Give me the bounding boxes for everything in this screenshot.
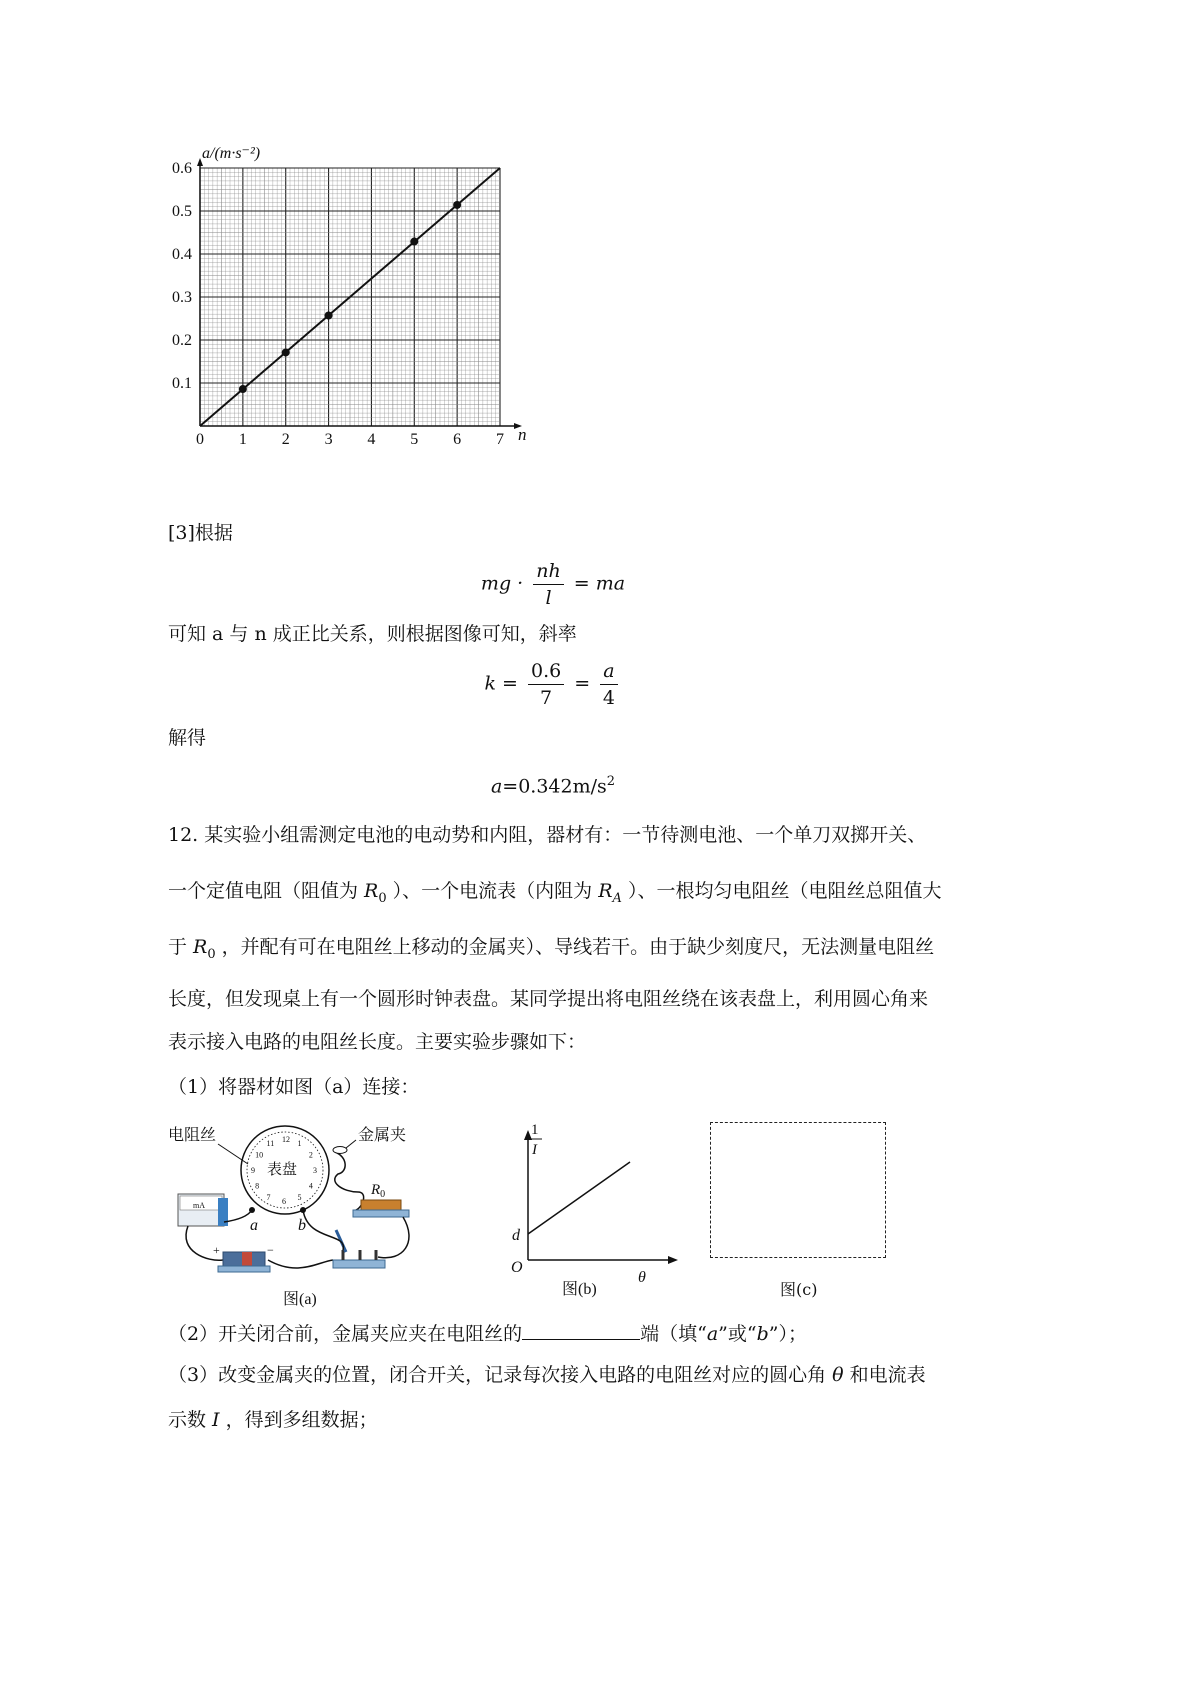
step-2: （2）开关闭合前，金属夹应夹在电阻丝的 端（填“a”或“b”）；: [168, 1323, 807, 1345]
x-tick-label: 2: [281, 431, 290, 448]
y-tick-label: 0.3: [172, 289, 192, 306]
x-label-theta: θ: [638, 1269, 646, 1286]
y-label-num: 1: [531, 1122, 539, 1138]
figure-b-caption: 图(b): [562, 1281, 597, 1298]
clock-number: 1: [297, 1139, 302, 1149]
figure-c-caption: 图(c): [780, 1280, 818, 1299]
solve-label: 解得: [168, 727, 207, 749]
x-axis-label: n: [518, 425, 527, 444]
step-3-line-1: （3）改变金属夹的位置，闭合开关，记录每次接入电路的电阻丝对应的圆心角 θ 和电流表: [168, 1364, 926, 1386]
data-point: [239, 385, 247, 393]
figure-a-caption: 图(a): [283, 1291, 317, 1308]
figure-c-box: [710, 1122, 886, 1258]
clock-number: 8: [255, 1181, 260, 1191]
acceleration-chart: [160, 140, 580, 480]
data-point: [282, 348, 290, 356]
answer-blank[interactable]: [522, 1321, 640, 1340]
step-1: （1）将器材如图（a）连接：: [168, 1076, 420, 1098]
clip-label: 金属夹: [358, 1127, 407, 1144]
clock-number: 2: [308, 1150, 313, 1160]
point-b: b: [298, 1217, 306, 1234]
x-tick-label: 1: [238, 431, 247, 448]
clock-number: 5: [297, 1192, 302, 1202]
equation-1: mg · $\frac{nh}{l}$ = ma: [480, 560, 626, 609]
r0-label: $R_0$: [371, 1182, 386, 1200]
dial-label: 表盘: [267, 1162, 298, 1178]
origin-o: O: [511, 1259, 523, 1276]
y-tick-label: 0.5: [172, 203, 192, 220]
q12-line-2: 一个定值电阻（阻值为 $R_0$ ）、一个电流表（内阻为 $R_A$ ）、一根均匀电阻丝（电阻丝总阻值大: [168, 880, 942, 906]
y-tick-label: 0.6: [172, 160, 192, 177]
x-tick-label: 3: [324, 431, 333, 448]
clock-number: 3: [313, 1166, 317, 1175]
y-tick-label: 0.2: [172, 332, 192, 349]
y-tick-label: 0.4: [172, 246, 192, 263]
battery-minus: −: [267, 1243, 274, 1257]
x-tick-label: 7: [496, 431, 504, 448]
x-tick-label: 0: [196, 431, 204, 448]
clock-number: 9: [251, 1166, 255, 1175]
clock-number: 6: [282, 1197, 286, 1206]
resistor-r0: [361, 1200, 401, 1210]
svg-text:mA: mA: [193, 1201, 205, 1210]
result-equation: $a=0.342m/s^2$: [490, 774, 616, 798]
data-point: [325, 311, 333, 319]
q12-line-5: 表示接入电路的电阻丝长度。主要实验步骤如下：: [168, 1031, 587, 1053]
x-tick-label: 5: [410, 431, 419, 448]
y-axis-label: a/(m·s⁻²): [202, 145, 261, 162]
clock-number: 11: [266, 1139, 275, 1149]
step-3-line-2: 示数 I ，得到多组数据；: [168, 1409, 378, 1431]
clock-number: 7: [266, 1192, 271, 1202]
figure-b-graph: [500, 1110, 700, 1310]
point-a: a: [250, 1217, 258, 1234]
y-label-den: I: [532, 1142, 537, 1158]
wire-label: 电阻丝: [168, 1127, 217, 1144]
clock-number: 12: [282, 1135, 290, 1144]
switch: [333, 1260, 385, 1268]
x-tick-label: 6: [453, 431, 462, 448]
equation-2: k = $\frac{0.6}{7}$ = $\frac{a}{4}$: [0, 660, 1106, 709]
data-point: [410, 238, 418, 246]
battery-plus: +: [213, 1243, 220, 1257]
clock-number: 4: [308, 1181, 313, 1191]
metal-clip: [333, 1147, 347, 1154]
q12-line-4: 长度，但发现桌上有一个圆形时钟表盘。某同学提出将电阻丝绕在该表盘上，利用圆心角来: [168, 988, 929, 1010]
x-tick-label: 4: [367, 431, 376, 448]
q12-line-1: 12. 某实验小组需测定电池的电动势和内阻，器材有：一节待测电池、一个单刀双掷开关、: [168, 824, 927, 846]
step3-label: [3]根据: [168, 522, 233, 544]
intercept-d: d: [512, 1227, 520, 1244]
q12-line-3: 于 $R_0$ ，并配有可在电阻丝上移动的金属夹）、导线若干。由于缺少刻度尺，无法测量电阻丝: [168, 936, 935, 962]
proportional-line: 可知 a 与 n 成正比关系，则根据图像可知，斜率: [168, 623, 577, 645]
y-tick-label: 0.1: [172, 375, 192, 392]
graph-line: [528, 1162, 630, 1234]
clock-number: 10: [255, 1150, 264, 1160]
data-point: [453, 201, 461, 209]
figure-a-circuit: [168, 1112, 468, 1312]
